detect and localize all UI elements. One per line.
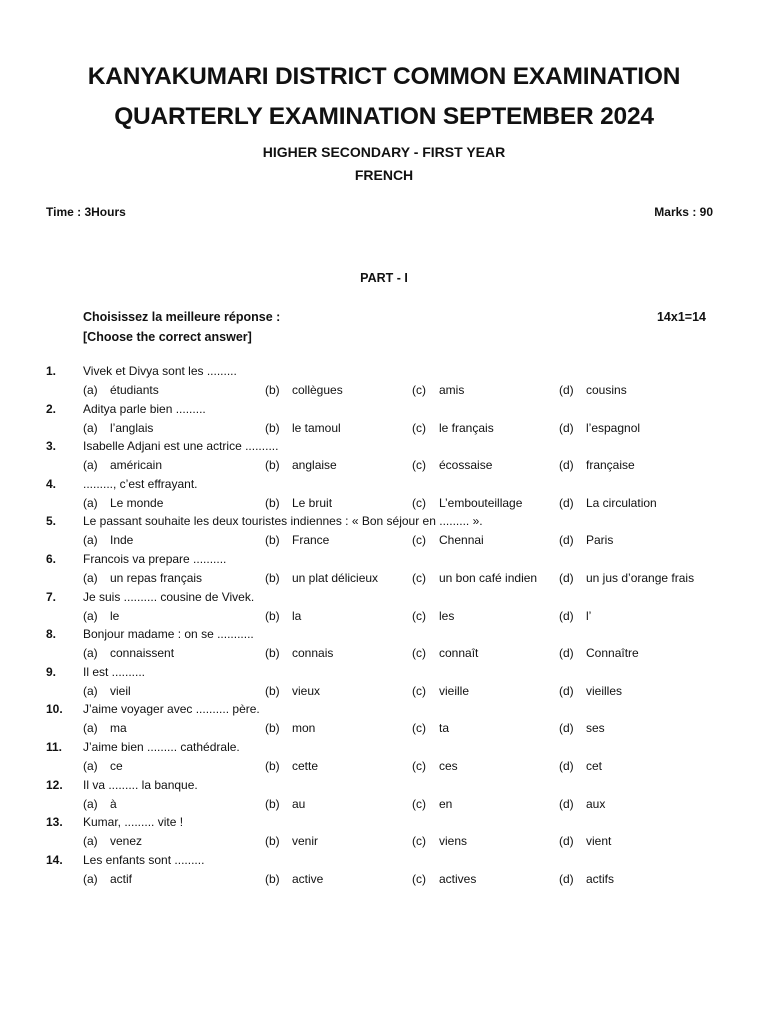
- answer-option: [412, 721, 449, 735]
- option-text: étudiants: [110, 383, 159, 397]
- question-item: [0, 477, 768, 515]
- question-text: J’aime bien ......... cathédrale.: [83, 740, 240, 754]
- answer-option: [83, 834, 142, 848]
- option-text: mon: [292, 721, 316, 736]
- question-number: 4.: [46, 476, 57, 491]
- option-text: France: [292, 533, 330, 548]
- answer-option: [265, 383, 343, 397]
- option-letter: (a): [83, 420, 98, 435]
- answer-option: [559, 721, 605, 735]
- question-text: Il va ......... la banque.: [83, 777, 198, 792]
- option-text: l’espagnol: [586, 420, 641, 435]
- exam-subject: FRENCH: [354, 167, 414, 183]
- option-letter: (a): [83, 608, 98, 623]
- answer-option: [265, 609, 301, 623]
- option-letter: (c): [412, 533, 426, 548]
- option-letter: (c): [412, 383, 426, 397]
- answer-option: [83, 383, 159, 397]
- answer-option: [559, 759, 602, 773]
- question-number: 8.: [46, 627, 57, 642]
- question-item: [0, 590, 768, 628]
- option-text: américain: [110, 458, 163, 473]
- option-letter: (b): [265, 458, 280, 473]
- option-text: Paris: [586, 533, 614, 548]
- option-text: aux: [586, 796, 606, 811]
- option-letter: (c): [412, 458, 426, 473]
- exam-title-line2: QUARTERLY EXAMINATION SEPTEMBER 2024: [114, 103, 654, 130]
- option-letter: (c): [412, 683, 426, 698]
- option-text: au: [292, 796, 306, 811]
- option-text: venir: [292, 834, 319, 849]
- option-letter: (d): [559, 533, 574, 548]
- question-item: [0, 778, 768, 816]
- option-letter: (d): [559, 721, 574, 736]
- option-text: ta: [439, 721, 450, 736]
- option-letter: (b): [265, 533, 280, 548]
- answer-option: [83, 797, 117, 811]
- option-text: Le monde: [110, 495, 164, 510]
- answer-option: [559, 383, 627, 397]
- answer-option: [83, 458, 162, 472]
- instruction-french: Choisissez la meilleure réponse :: [83, 310, 281, 324]
- option-text: la: [292, 608, 302, 623]
- question-number: 1.: [46, 364, 57, 378]
- option-letter: (b): [265, 608, 280, 623]
- option-text: l’: [586, 608, 592, 623]
- answer-option: [265, 759, 318, 773]
- option-text: connais: [292, 646, 334, 661]
- answer-option: [265, 797, 305, 811]
- answer-option: [559, 533, 613, 547]
- question-item: [0, 402, 768, 440]
- option-letter: (d): [559, 683, 574, 698]
- option-letter: (b): [265, 383, 280, 397]
- option-letter: (d): [559, 420, 574, 435]
- option-letter: (b): [265, 759, 280, 773]
- exam-level: HIGHER SECONDARY - FIRST YEAR: [262, 144, 506, 160]
- answer-option: [412, 609, 454, 623]
- question-text: Aditya parle bien .........: [83, 401, 206, 416]
- option-text: le: [110, 608, 120, 623]
- option-letter: (a): [83, 383, 98, 397]
- option-text: cette: [292, 759, 319, 773]
- question-item: [0, 853, 768, 891]
- question-number: 7.: [46, 589, 57, 604]
- answer-option: [83, 684, 131, 698]
- option-text: ma: [110, 721, 127, 736]
- option-text: vient: [586, 834, 612, 849]
- option-text: actifs: [586, 871, 615, 886]
- option-text: actives: [439, 871, 477, 886]
- option-text: L’embouteillage: [439, 495, 523, 510]
- option-letter: (c): [412, 871, 426, 886]
- answer-option: [265, 684, 320, 698]
- answer-option: [412, 458, 492, 472]
- option-letter: (d): [559, 458, 574, 473]
- option-text: écossaise: [439, 458, 493, 473]
- option-letter: (a): [83, 533, 98, 548]
- option-text: ces: [439, 759, 458, 773]
- option-text: vieux: [292, 683, 321, 698]
- option-text: un repas français: [110, 571, 203, 585]
- answer-option: [412, 646, 478, 660]
- answer-option: [412, 421, 494, 435]
- option-letter: (a): [83, 646, 98, 661]
- answer-option: [83, 421, 153, 435]
- option-text: française: [586, 458, 635, 473]
- option-text: ce: [110, 759, 123, 773]
- answer-option: [559, 797, 605, 811]
- question-text: Francois va prepare ..........: [83, 552, 227, 566]
- answer-option: [83, 571, 202, 585]
- option-letter: (c): [412, 420, 426, 435]
- option-letter: (b): [265, 721, 280, 736]
- option-text: l’anglais: [110, 420, 154, 435]
- option-text: Chennai: [439, 533, 484, 548]
- option-letter: (b): [265, 495, 280, 510]
- option-letter: (b): [265, 420, 280, 435]
- option-letter: (d): [559, 871, 574, 886]
- question-item: [0, 364, 768, 402]
- answer-option: [559, 571, 694, 585]
- option-letter: (d): [559, 608, 574, 623]
- option-text: un plat délicieux: [292, 571, 379, 585]
- option-letter: (d): [559, 495, 574, 510]
- option-letter: (a): [83, 721, 98, 736]
- option-letter: (c): [412, 721, 426, 736]
- answer-option: [83, 721, 127, 735]
- answer-option: [83, 496, 163, 510]
- answer-option: [412, 684, 469, 698]
- option-text: Inde: [110, 533, 134, 548]
- answer-option: [265, 571, 378, 585]
- question-item: [0, 815, 768, 853]
- answer-option: [559, 684, 622, 698]
- answer-option: [412, 797, 452, 811]
- exam-time: Time : 3Hours: [46, 205, 126, 219]
- option-text: active: [292, 871, 324, 886]
- option-text: un jus d’orange frais: [586, 571, 695, 585]
- option-text: anglaise: [292, 458, 337, 473]
- option-letter: (b): [265, 796, 280, 811]
- answer-option: [265, 646, 333, 660]
- answer-option: [265, 496, 332, 510]
- question-text: ........., c’est effrayant.: [83, 476, 198, 491]
- option-text: vieilles: [586, 683, 623, 698]
- question-text: Bonjour madame : on se ...........: [83, 627, 254, 642]
- question-number: 5.: [46, 514, 57, 529]
- option-letter: (c): [412, 796, 426, 811]
- option-letter: (c): [412, 646, 426, 661]
- option-text: connaît: [439, 646, 479, 661]
- answer-option: [83, 533, 133, 547]
- answer-option: [265, 421, 341, 435]
- option-text: le tamoul: [292, 420, 341, 435]
- option-letter: (a): [83, 759, 98, 773]
- option-letter: (b): [265, 871, 280, 886]
- question-number: 3.: [46, 439, 57, 454]
- option-letter: (c): [412, 608, 426, 623]
- answer-option: [412, 383, 464, 397]
- answer-option: [559, 496, 657, 510]
- question-text: Le passant souhaite les deux touristes indiennes : « Bon séjour en ......... ».: [83, 514, 483, 529]
- answer-option: [559, 458, 635, 472]
- question-text: Isabelle Adjani est une actrice ..........: [83, 439, 279, 454]
- answer-option: [412, 834, 467, 848]
- answer-option: [265, 721, 315, 735]
- answer-option: [412, 533, 484, 547]
- option-text: collègues: [292, 383, 343, 397]
- answer-option: [559, 872, 614, 886]
- answer-option: [559, 421, 640, 435]
- option-letter: (c): [412, 571, 426, 585]
- option-text: actif: [110, 871, 133, 886]
- answer-option: [559, 646, 639, 660]
- answer-option: [412, 872, 476, 886]
- option-letter: (b): [265, 646, 280, 661]
- question-item: [0, 552, 768, 590]
- option-text: Le bruit: [292, 495, 333, 510]
- answer-option: [83, 872, 132, 886]
- option-letter: (b): [265, 683, 280, 698]
- option-text: La circulation: [586, 495, 657, 510]
- option-letter: (d): [559, 383, 574, 397]
- option-letter: (a): [83, 834, 98, 849]
- option-letter: (c): [412, 759, 426, 773]
- question-number: 12.: [46, 777, 63, 792]
- option-text: les: [439, 608, 455, 623]
- question-text: Les enfants sont .........: [83, 852, 205, 867]
- answer-option: [265, 533, 329, 547]
- question-item: [0, 665, 768, 703]
- question-text: Je suis .......... cousine de Vivek.: [83, 589, 255, 604]
- option-text: vieille: [439, 683, 470, 698]
- option-text: connaissent: [110, 646, 175, 661]
- question-number: 10.: [46, 702, 63, 717]
- option-text: Connaître: [586, 646, 639, 661]
- question-item: [0, 627, 768, 665]
- option-text: en: [439, 796, 453, 811]
- option-letter: (d): [559, 571, 574, 585]
- question-number: 6.: [46, 552, 57, 566]
- option-letter: (b): [265, 834, 280, 849]
- option-letter: (d): [559, 796, 574, 811]
- question-item: [0, 740, 768, 778]
- answer-option: [265, 872, 323, 886]
- option-letter: (a): [83, 495, 98, 510]
- question-number: 13.: [46, 815, 63, 830]
- question-number: 2.: [46, 401, 57, 416]
- option-letter: (a): [83, 683, 98, 698]
- part-label: PART - I: [360, 271, 408, 285]
- option-text: cousins: [586, 383, 627, 397]
- answer-option: [412, 571, 537, 585]
- question-number: 14.: [46, 852, 63, 867]
- instruction-english: [Choose the correct answer]: [83, 330, 252, 344]
- option-text: un bon café indien: [439, 571, 538, 585]
- option-letter: (a): [83, 458, 98, 473]
- option-text: amis: [439, 383, 465, 397]
- answer-option: [412, 759, 458, 773]
- answer-option: [559, 834, 611, 848]
- answer-option: [265, 458, 337, 472]
- question-text: Il est ..........: [83, 664, 146, 679]
- answer-option: [83, 609, 119, 623]
- answer-option: [265, 834, 318, 848]
- question-text: J’aime voyager avec .......... père.: [83, 702, 260, 717]
- question-text: Kumar, ......... vite !: [83, 815, 184, 830]
- option-text: venez: [110, 834, 143, 849]
- option-text: ses: [586, 721, 605, 736]
- question-number: 9.: [46, 664, 57, 679]
- option-letter: (c): [412, 834, 426, 849]
- answer-option: [559, 609, 591, 623]
- question-number: 11.: [46, 740, 63, 754]
- question-item: [0, 439, 768, 477]
- answer-option: [83, 646, 174, 660]
- option-text: vieil: [110, 683, 131, 698]
- option-text: à: [110, 796, 117, 811]
- question-item: [0, 702, 768, 740]
- option-letter: (a): [83, 571, 98, 585]
- option-letter: (d): [559, 834, 574, 849]
- answer-option: [412, 496, 522, 510]
- option-text: cet: [586, 759, 603, 773]
- question-item: [0, 514, 768, 552]
- option-letter: (c): [412, 495, 426, 510]
- question-text: Vivek et Divya sont les .........: [83, 364, 237, 378]
- option-text: viens: [439, 834, 468, 849]
- option-text: le français: [439, 420, 494, 435]
- exam-title-line1: KANYAKUMARI DISTRICT COMMON EXAMINATION: [87, 63, 681, 90]
- option-letter: (b): [265, 571, 280, 585]
- option-letter: (d): [559, 759, 574, 773]
- answer-option: [83, 759, 123, 773]
- option-letter: (d): [559, 646, 574, 661]
- mark-scheme: 14x1=14: [656, 310, 706, 324]
- option-letter: (a): [83, 871, 98, 886]
- option-letter: (a): [83, 796, 98, 811]
- exam-marks: Marks : 90: [654, 205, 713, 219]
